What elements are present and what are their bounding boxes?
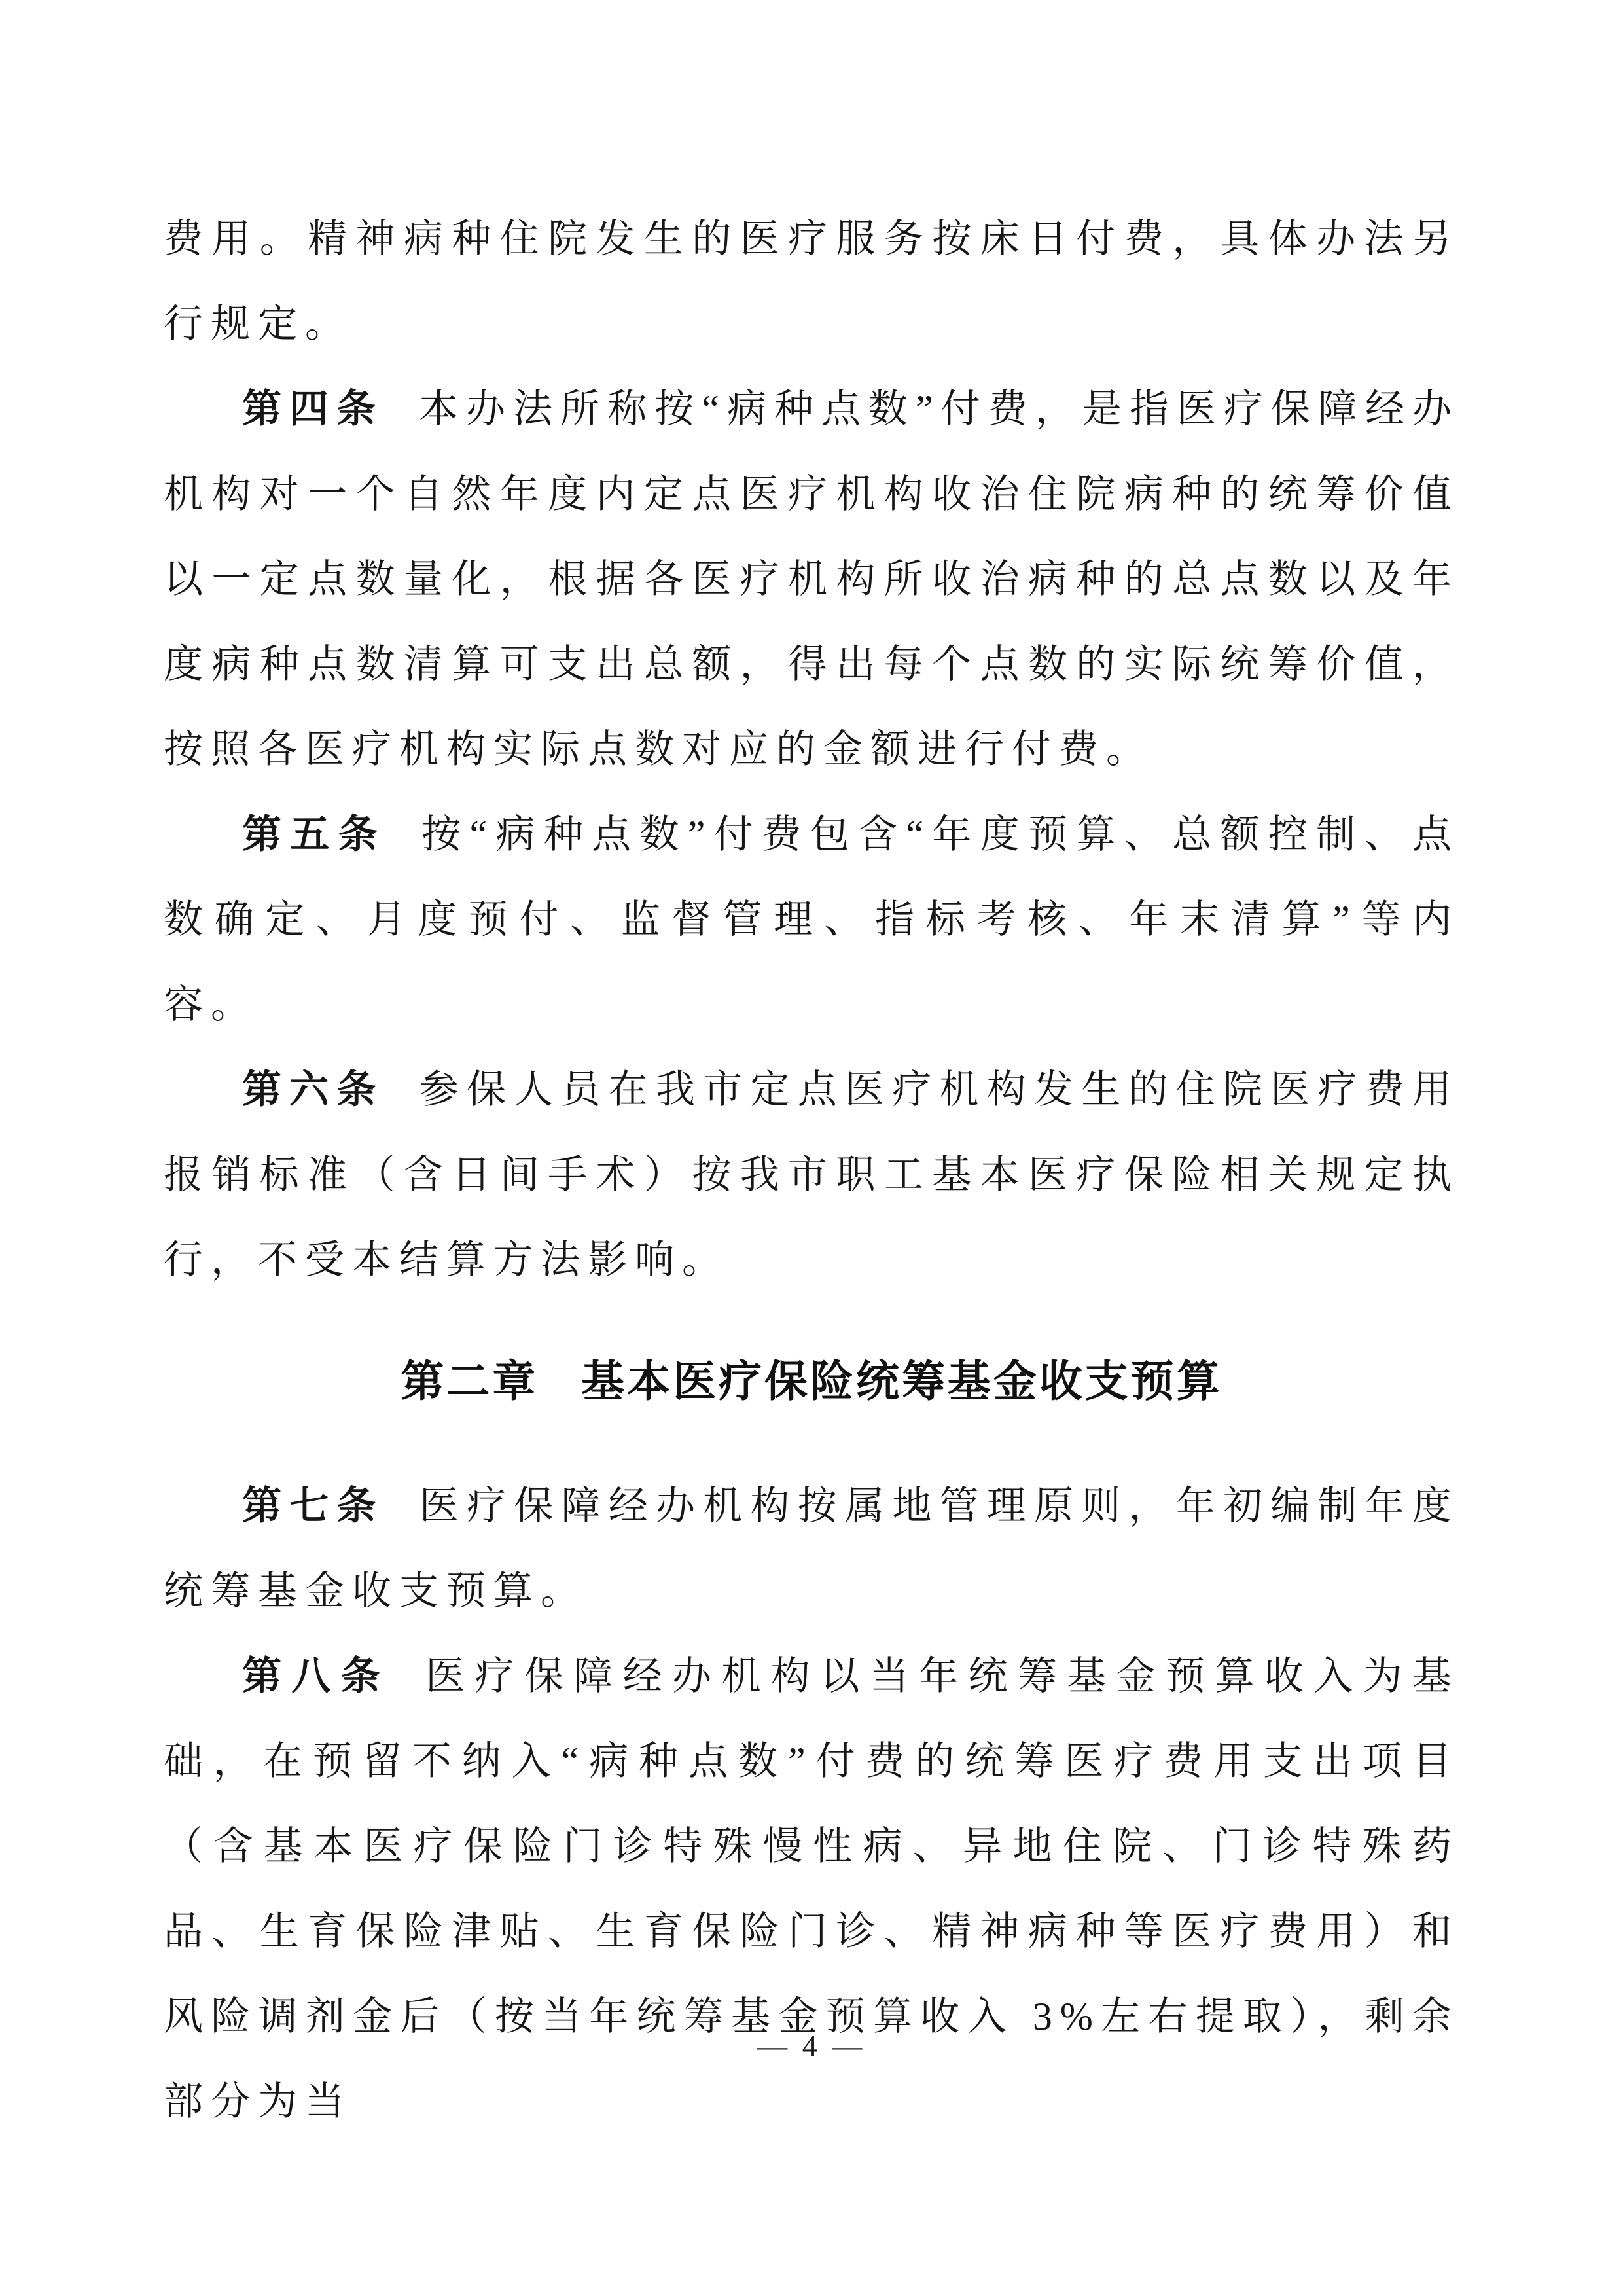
- article-5-label: 第五条: [242, 812, 387, 856]
- article-5-paragraph: [164, 792, 1459, 1047]
- chapter-number: 第二章: [401, 1357, 539, 1405]
- paragraph-text: 参保人员在我市定点医疗机构发生的住院医疗费用报销标准（含日间手术）按我市职工基本医疗保险相关规定执行，不受本结算方法影响。: [164, 1068, 1459, 1282]
- paragraph-text: 医疗保障经办机构按属地管理原则，年初编制年度统筹基金收支预算。: [164, 1484, 1459, 1613]
- paragraph-continuation: [164, 196, 1459, 367]
- article-8-paragraph: [164, 1634, 1459, 2144]
- document-body: [164, 196, 1459, 2144]
- article-6-label: 第六条: [242, 1067, 384, 1111]
- paragraph-text: 按“病种点数”付费包含“年度预算、总额控制、点数确定、月度预付、监督管理、指标考核、年末清算”等内容。: [164, 813, 1459, 1026]
- page-footer: [0, 2026, 1623, 2066]
- article-7-paragraph: [164, 1463, 1459, 1634]
- article-7-label: 第七条: [242, 1484, 384, 1528]
- article-8-label: 第八条: [242, 1654, 391, 1698]
- chapter-2-heading: [164, 1336, 1459, 1426]
- article-6-paragraph: [164, 1047, 1459, 1302]
- article-4-label: 第四条: [242, 387, 384, 431]
- chapter-title: 基本医疗保险统筹基金收支预算: [581, 1357, 1222, 1405]
- paragraph-text: 医疗保障经办机构以当年统筹基金预算收入为基础，在预留不纳入“病种点数”付费的统筹医疗费用支出项目（含基本医疗保险门诊特殊慢性病、异地住院、门诊特殊药品、生育保险津贴、生育保险门诊、精神病种等医疗费用）和风险调剂金后（按当年统筹基金预算收入 3%左右提取），剩余部分为当: [164, 1655, 1460, 2123]
- paragraph-text: 本办法所称按“病种点数”付费，是指医疗保障经办机构对一个自然年度内定点医疗机构收治住院病种的统筹价值以一定点数量化，根据各医疗机构所收治病种的总点数以及年度病种点数清算可支出总额，得出每个点数的实际统筹价值，按照各医疗机构实际点数对应的金额进行付费。: [164, 387, 1460, 771]
- page-number: — 4 —: [757, 2029, 866, 2062]
- paragraph-text: 费用。精神病种住院发生的医疗服务按床日付费，具体办法另行规定。: [164, 217, 1459, 346]
- article-4-paragraph: [164, 367, 1459, 792]
